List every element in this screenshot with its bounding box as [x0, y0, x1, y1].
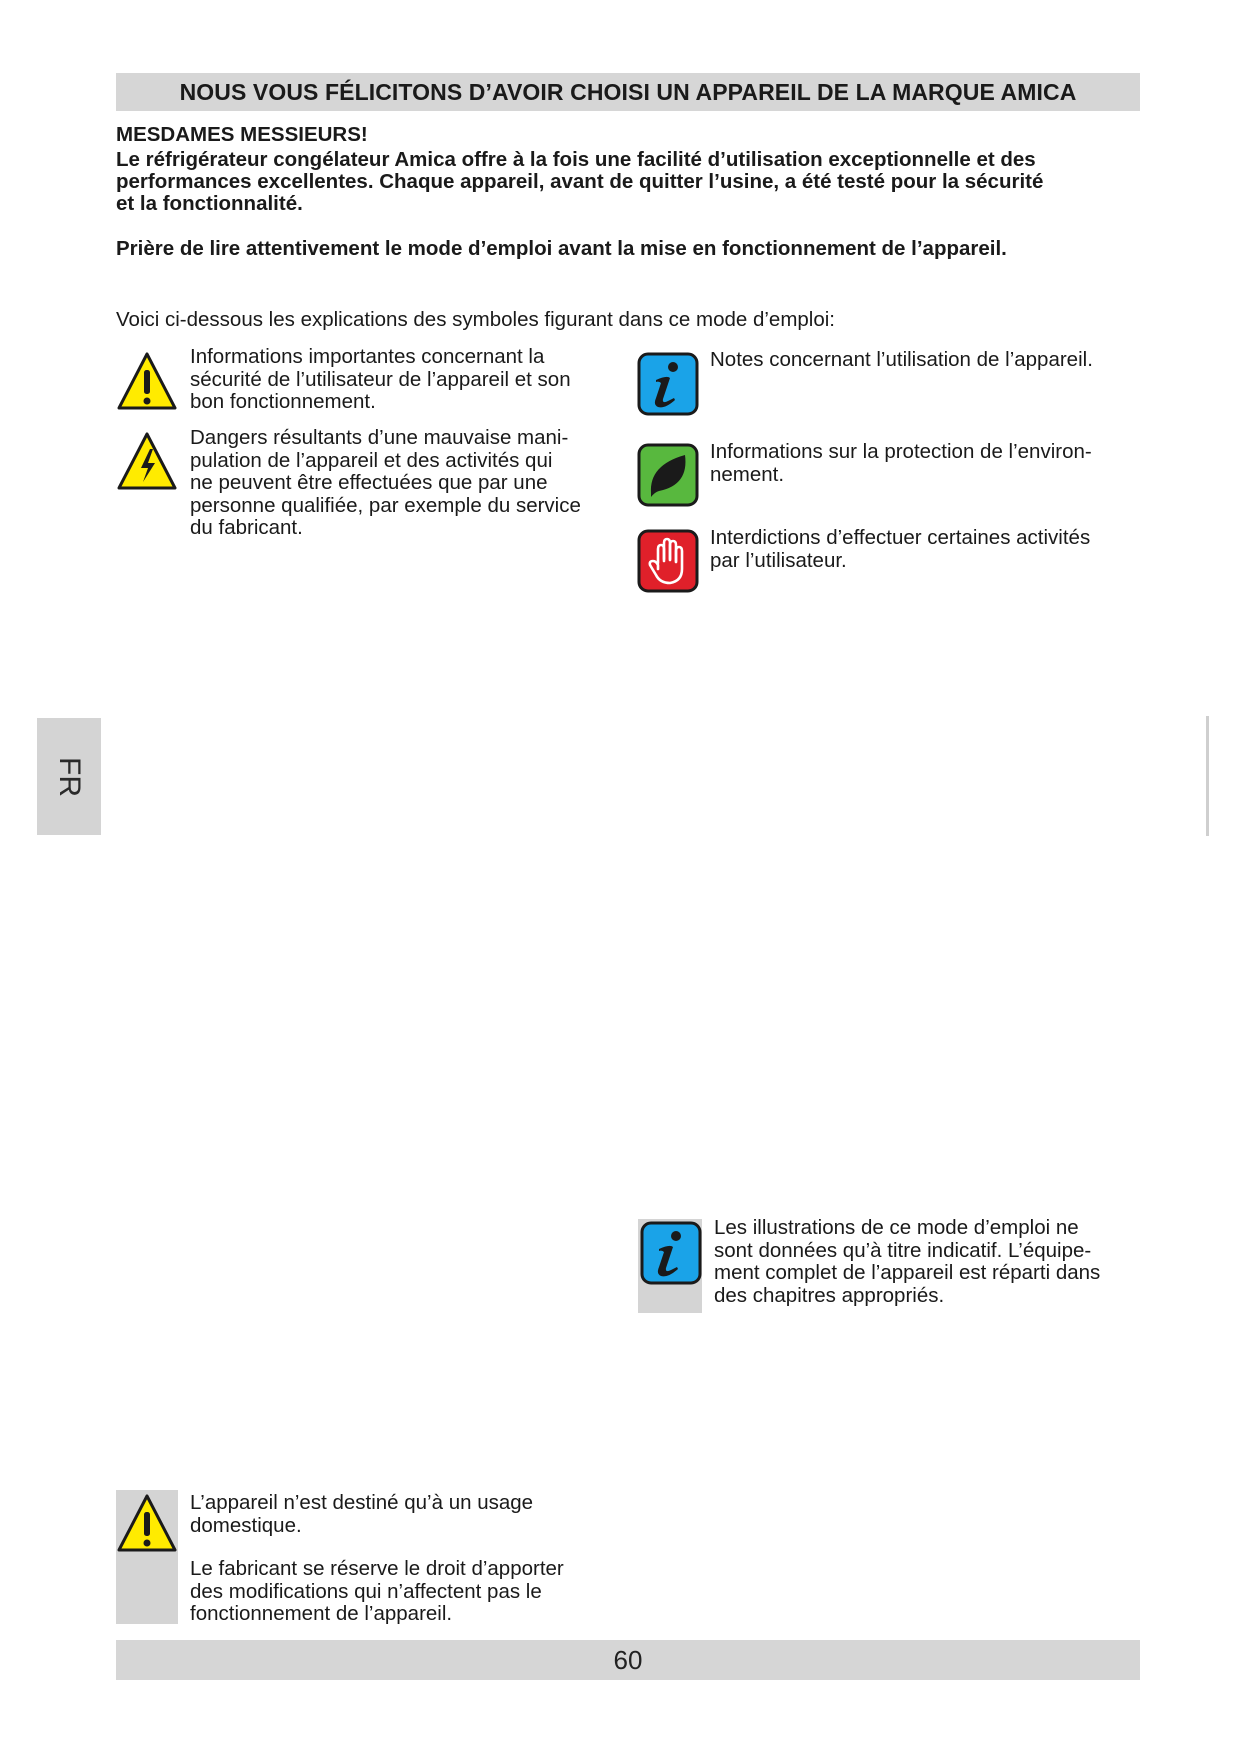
read-manual-warning: Prière de lire attentivement le mode d’emploi avant la mise en fonctionnement de l’appareil. [116, 237, 1007, 260]
page-header-band [116, 73, 1140, 111]
illustrations-note-line-2: sont données qu’à titre indicatif. L’équipe- [714, 1238, 1092, 1262]
notes-text [710, 349, 1170, 372]
domestic-note-para1-line-1: L’appareil n’est destiné qu’à un usage [190, 1491, 534, 1514]
illustrations-note-line-3: ment complet de l’appareil est réparti dans [714, 1261, 1101, 1284]
danger-line-4: personne qualifiée, par exemple du service [190, 493, 581, 517]
intro-line-2: performances excellentes. Chaque appareil, avant de quitter l’usine, a été testé pour la sécurité [116, 170, 1044, 193]
illustrations-note-line-4: des chapitres appropriés. [714, 1283, 945, 1307]
danger-line-5: du fabricant. [190, 516, 303, 539]
prohibitions-line-1: Interdictions d’effectuer certaines activités [710, 526, 1091, 549]
page-footer-band [116, 1640, 1140, 1680]
danger-line-3: ne peuvent être effectuées que par une [190, 471, 548, 494]
important-info-line-1: Informations importantes concernant la [190, 345, 545, 368]
page-title: NOUS VOUS FÉLICITONS D’AVOIR CHOISI UN APPAREIL DE LA MARQUE AMICA [179, 78, 1077, 105]
danger-line-2: pulation de l’appareil et des activités qui [190, 448, 553, 472]
prohibitions-line-2: par l’utilisateur. [710, 548, 847, 572]
greeting: MESDAMES MESSIEURS! [116, 123, 368, 146]
domestic-note-para2-line-2: des modifications qui n’affectent pas le [190, 1579, 542, 1603]
notes-line-1: Notes concernant l’utilisation de l’appareil. [710, 348, 1093, 371]
domestic-note-para2-line-1: Le fabricant se réserve le droit d’apporter [190, 1557, 564, 1580]
language-tab-label: FR [53, 756, 86, 797]
domestic-note-text [190, 1492, 630, 1626]
illustrations-note-line-1: Les illustrations de ce mode d’emploi ne [714, 1216, 1079, 1239]
info-icon [637, 352, 699, 416]
right-margin-line [1206, 716, 1209, 836]
environment-text [710, 441, 1170, 486]
leaf-icon [637, 443, 699, 507]
important-info-line-3: bon fonctionnement. [190, 390, 376, 413]
intro-line-1: Le réfrigérateur congélateur Amica offre à la fois une facilité d’utilisation exceptionnelle et des [116, 148, 1036, 171]
page-number: 60 [613, 1644, 643, 1675]
environment-line-1: Informations sur la protection de l’environ- [710, 440, 1092, 463]
warning-icon [116, 350, 178, 412]
environment-line-2: nement. [710, 462, 785, 486]
intro-paragraph [116, 149, 1146, 215]
electric-hazard-icon [116, 430, 178, 492]
danger-line-1: Dangers résultants d’une mauvaise mani- [190, 426, 569, 449]
language-tab [37, 718, 101, 835]
important-info-text [190, 346, 630, 414]
warning-icon [116, 1492, 178, 1554]
prohibitions-text [710, 527, 1170, 572]
info-icon [640, 1221, 702, 1285]
illustrations-note-text [714, 1217, 1154, 1307]
danger-text [190, 427, 640, 540]
symbols-intro: Voici ci-dessous les explications des symboles figurant dans ce mode d’emploi: [116, 308, 836, 331]
intro-line-3: et la fonctionnalité. [116, 192, 303, 215]
domestic-note-para2-line-3: fonctionnement de l’appareil. [190, 1602, 453, 1625]
domestic-note-para1-line-2: domestique. [190, 1513, 302, 1537]
stop-hand-icon [637, 529, 699, 593]
important-info-line-2: sécurité de l’utilisateur de l’appareil et son [190, 367, 571, 391]
